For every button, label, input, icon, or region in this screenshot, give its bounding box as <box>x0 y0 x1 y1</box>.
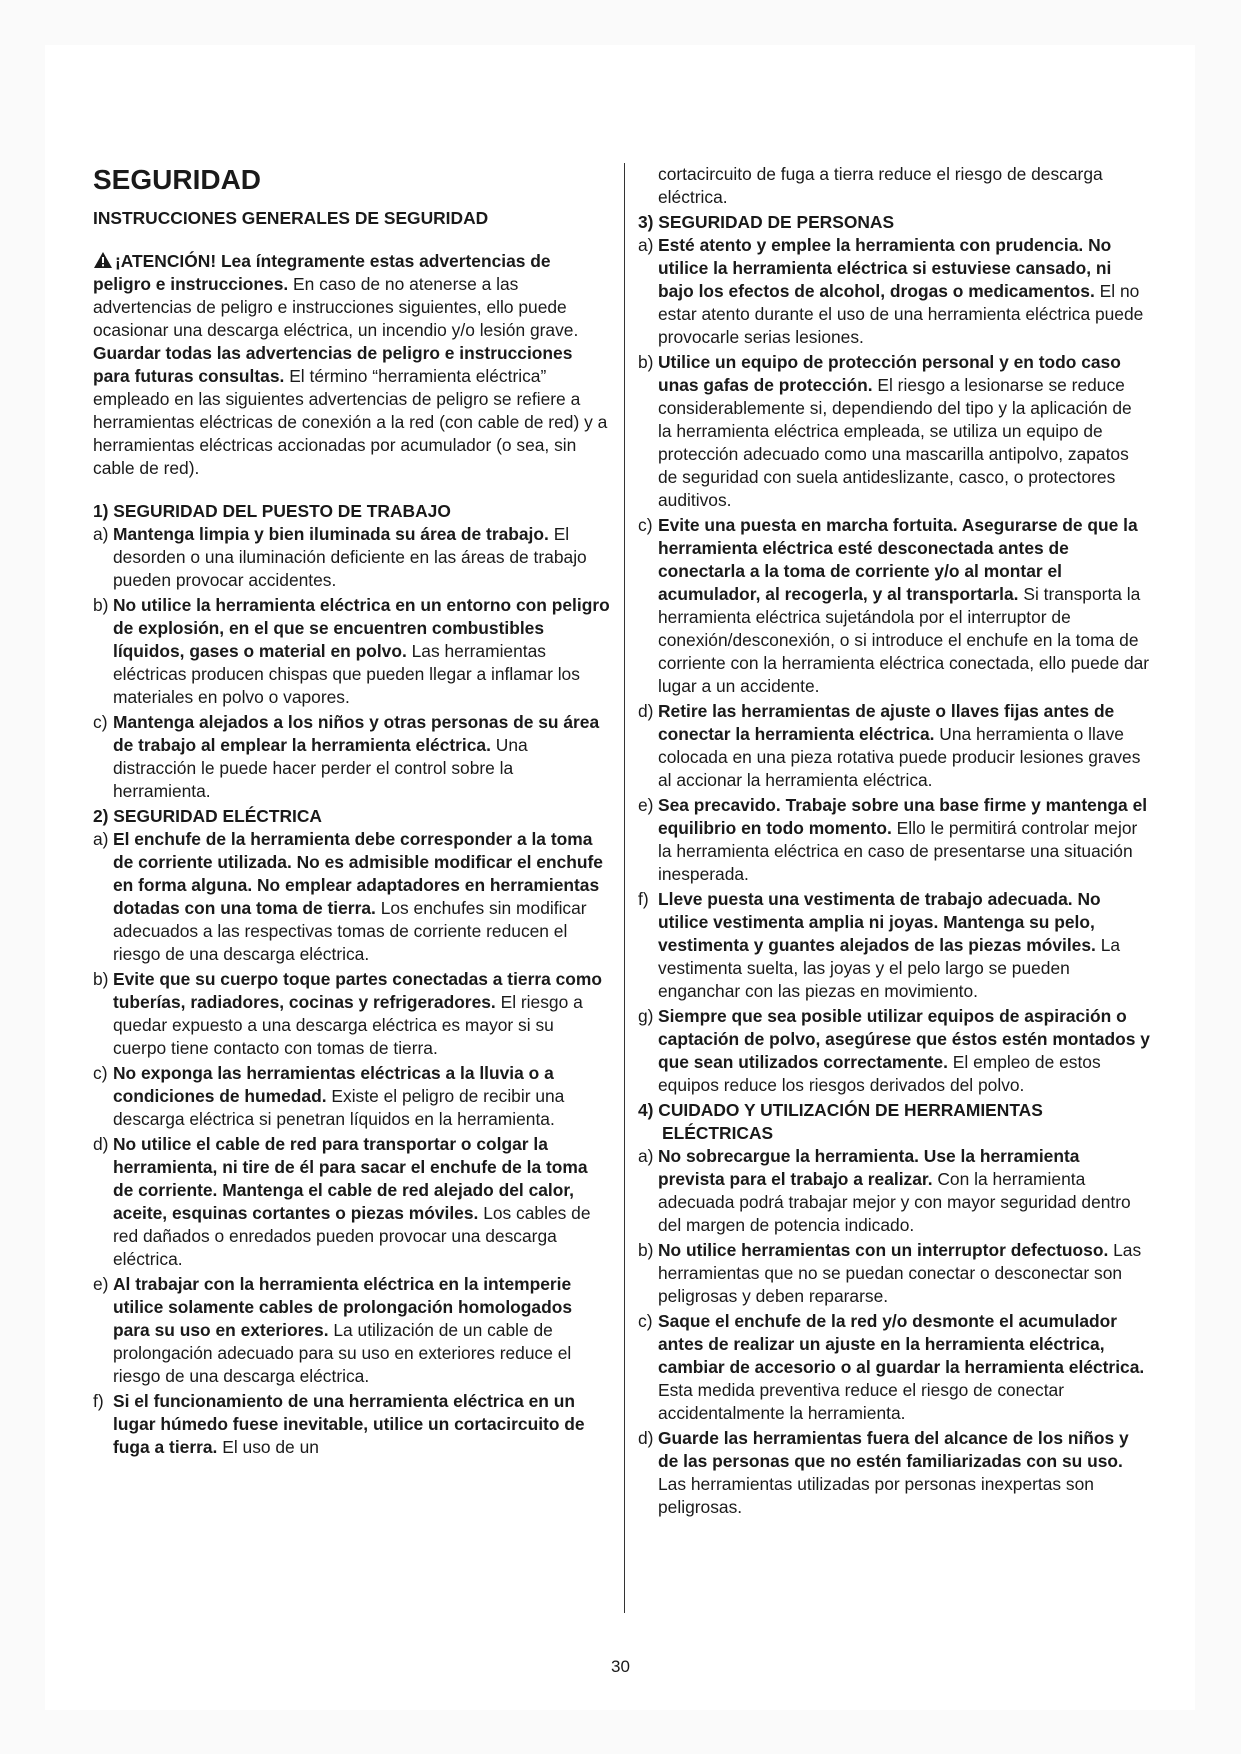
intro-paragraph <box>93 250 610 480</box>
item-bold: Mantenga alejados a los niños y otras personas de su área de trabajo al emplear la herramienta eléctrica. <box>113 712 600 755</box>
page-number: 30 <box>611 1657 630 1676</box>
item-letter: b) <box>93 595 109 615</box>
item-bold: No exponga las herramientas eléctricas a la lluvia o a condiciones de humedad. <box>113 1063 554 1106</box>
item-bold: Evite una puesta en marcha fortuita. Asegurarse de que la herramienta eléctrica esté desconectada antes de conectarla a la toma de corriente y/o al montar el acumulador, al recogerla, y al transportarla. <box>658 515 1138 604</box>
section-3-heading: 3) SEGURIDAD DE PERSONAS <box>638 212 895 232</box>
item-letter: c) <box>93 712 108 732</box>
item-text: Si transporta la herramienta eléctrica sujetándola por el interruptor de conexión/desconexión, o si introduce el enchufe en la toma de corriente con la herramienta eléctrica conectada, ello puede dar lugar a un accidente. <box>658 584 1150 696</box>
item-text: Los enchufes sin modificar adecuados a las respectivas tomas de corriente reducen el riesgo de una descarga eléctrica. <box>113 898 587 964</box>
item-bold: Saque el enchufe de la red y/o desmonte el acumulador antes de realizar un ajuste en la herramienta eléctrica, cambiar de accesorio o al guardar la herramienta eléctrica. <box>658 1311 1145 1377</box>
item-bold: Mantenga limpia y bien iluminada su área de trabajo. <box>113 524 549 544</box>
page-subtitle: INSTRUCCIONES GENERALES DE SEGURIDAD <box>93 208 489 228</box>
item-text: El uso de un <box>217 1437 319 1457</box>
item-letter: g) <box>638 1006 654 1026</box>
item-letter: b) <box>638 1240 654 1260</box>
item-bold: El enchufe de la herramienta debe corresponder a la toma de corriente utilizada. No es admisible modificar el enchufe en forma alguna. No emplear adaptadores en herramientas dotadas con una toma de tierra. <box>113 829 603 918</box>
item-text: cortacircuito de fuga a tierra reduce el riesgo de descarga eléctrica. <box>658 164 1103 207</box>
item-bold: Al trabajar con la herramienta eléctrica en la intemperie utilice solamente cables de prolongación homologados para su uso en exteriores. <box>113 1274 573 1340</box>
intro-text-1: En caso de no atenerse a las advertencias de peligro e instrucciones siguientes, ello puede ocasionar una descarga eléctrica, un incendio y/o lesión grave. <box>93 274 579 340</box>
list-item <box>93 594 610 709</box>
item-bold: Sea precavido. Trabaje sobre una base firme y mantenga el equilibrio en todo momento. <box>658 795 1148 838</box>
item-bold: Utilice un equipo de protección personal y en todo caso unas gafas de protección. <box>658 352 1121 395</box>
item-letter: d) <box>93 1134 109 1154</box>
list-item <box>93 1390 610 1459</box>
item-text: Con la herramienta adecuada podrá trabajar mejor y con mayor seguridad dentro del margen de potencia indicado. <box>658 1169 1131 1235</box>
item-bold: No sobrecargue la herramienta. Use la herramienta prevista para el trabajo a realizar. <box>658 1146 1080 1189</box>
list-item <box>638 1145 1150 1237</box>
item-letter: e) <box>638 795 654 815</box>
intro-text-2: El término “herramienta eléctrica” empleado en las siguientes advertencias de peligro se refiere a herramientas eléctricas de conexión a la red (con cable de red) y a herramientas eléctricas accionadas por acumulador (o sea, sin cable de red). <box>93 366 608 478</box>
list-item <box>638 1005 1150 1097</box>
item-text: El desorden o una iluminación deficiente en las áreas de trabajo pueden provocar accidentes. <box>113 524 587 590</box>
item-letter: d) <box>638 1428 654 1448</box>
section-1-heading: 1) SEGURIDAD DEL PUESTO DE TRABAJO <box>93 501 451 521</box>
list-item-continuation <box>638 163 1150 209</box>
item-letter: a) <box>638 235 654 255</box>
list-item <box>638 700 1150 792</box>
item-letter: c) <box>638 1311 653 1331</box>
list-item <box>638 234 1150 349</box>
item-text: Esta medida preventiva reduce el riesgo de conectar accidentalmente la herramienta. <box>658 1380 1065 1423</box>
item-letter: a) <box>638 1146 654 1166</box>
intro-bold-1: ¡ATENCIÓN! Lea íntegramente estas advertencias de peligro e instrucciones. <box>93 251 551 294</box>
list-item <box>638 1427 1150 1519</box>
section-2-heading: 2) SEGURIDAD ELÉCTRICA <box>93 806 322 826</box>
item-bold: Lleve puesta una vestimenta de trabajo adecuada. No utilice vestimenta amplia ni joyas. Mantenga su pelo, vestimenta y guantes alejados de las piezas móviles. <box>658 889 1101 955</box>
page-title: SEGURIDAD <box>93 164 262 195</box>
item-letter: e) <box>93 1274 109 1294</box>
item-letter: b) <box>638 352 654 372</box>
list-item <box>638 888 1150 1003</box>
list-item <box>638 1310 1150 1425</box>
item-text: El riesgo a quedar expuesto a una descarga eléctrica es mayor si su cuerpo tiene contacto con tomas de tierra. <box>113 992 583 1058</box>
list-item <box>93 968 610 1060</box>
item-bold: Guarde las herramientas fuera del alcance de los niños y de las personas que no estén familiarizadas con su uso. <box>658 1428 1129 1471</box>
item-letter: f) <box>93 1391 104 1411</box>
item-text: Las herramientas eléctricas producen chispas que pueden llegar a inflamar los materiales en polvo o vapores. <box>113 641 580 707</box>
left-column <box>93 163 610 1461</box>
item-letter: f) <box>638 889 649 909</box>
item-text: Una herramienta o llave colocada en una pieza rotativa puede producir lesiones graves al accionar la herramienta eléctrica. <box>658 724 1141 790</box>
list-item <box>638 794 1150 886</box>
item-letter: b) <box>93 969 109 989</box>
item-text: Una distracción le puede hacer perder el control sobre la herramienta. <box>113 735 528 801</box>
list-item <box>93 1133 610 1271</box>
item-text: El empleo de estos equipos reduce los riesgos derivados del polvo. <box>658 1052 1101 1095</box>
item-text: El riesgo a lesionarse se reduce considerablemente si, dependiendo del tipo y la aplicación de la herramienta eléctrica empleada, se utiliza un equipo de protección adecuado como una mascarilla antipolvo, zapatos de seguridad con suela antideslizante, casco, o protectores auditivos. <box>658 375 1132 510</box>
item-text: El no estar atento durante el uso de una herramienta eléctrica puede provocarle serias lesiones. <box>658 281 1144 347</box>
list-item <box>638 1239 1150 1308</box>
list-item <box>93 523 610 592</box>
section-4-heading: 4) CUIDADO Y UTILIZACIÓN DE HERRAMIENTAS ELÉCTRICAS <box>638 1100 1043 1143</box>
item-text: Ello le permitirá controlar mejor la herramienta eléctrica en caso de presentarse una situación inesperada. <box>658 818 1138 884</box>
item-text: Las herramientas que no se puedan conectar o desconectar son peligrosas y deben repararse. <box>658 1240 1142 1306</box>
item-bold: No utilice el cable de red para transportar o colgar la herramienta, ni tire de él para sacar el enchufe de la toma de corriente. Mantenga el cable de red alejado del calor, aceite, esquinas cortantes o piezas móviles. <box>113 1134 588 1223</box>
item-letter: c) <box>93 1063 108 1083</box>
warning-icon <box>93 251 113 269</box>
list-item <box>93 1062 610 1131</box>
item-bold: Esté atento y emplee la herramienta con prudencia. No utilice la herramienta eléctrica si estuviese cansado, ni bajo los efectos de alcohol, drogas o medicamentos. <box>658 235 1112 301</box>
item-letter: c) <box>638 515 653 535</box>
item-bold: Evite que su cuerpo toque partes conectadas a tierra como tuberías, radiadores, cocinas y refrigeradores. <box>113 969 603 1012</box>
item-bold: No utilice la herramienta eléctrica en un entorno con peligro de explosión, en el que se encuentren combustibles líquidos, gases o material en polvo. <box>113 595 610 661</box>
item-bold: No utilice herramientas con un interruptor defectuoso. <box>658 1240 1109 1260</box>
item-letter: a) <box>93 524 109 544</box>
item-text: La utilización de un cable de prolongación adecuado para su uso en exteriores reduce el riesgo de una descarga eléctrica. <box>113 1320 572 1386</box>
item-letter: a) <box>93 829 109 849</box>
list-item <box>638 514 1150 698</box>
item-bold: Siempre que sea posible utilizar equipos de aspiración o captación de polvo, asegúrese que éstos estén montados y que sean utilizados correctamente. <box>658 1006 1150 1072</box>
item-text: Los cables de red dañados o enredados pueden provocar una descarga eléctrica. <box>113 1203 591 1269</box>
list-item <box>93 711 610 803</box>
column-divider <box>624 163 625 1613</box>
list-item <box>93 828 610 966</box>
item-bold: Si el funcionamiento de una herramienta eléctrica en un lugar húmedo fuese inevitable, utilice un cortacircuito de fuga a tierra. <box>113 1391 585 1457</box>
item-text: Existe el peligro de recibir una descarga eléctrica si penetran líquidos en la herramienta. <box>113 1086 565 1129</box>
item-text: La vestimenta suelta, las joyas y el pelo largo se pueden enganchar con las piezas en movimiento. <box>658 935 1121 1001</box>
list-item <box>93 1273 610 1388</box>
right-column <box>638 163 1150 1521</box>
item-text: Las herramientas utilizadas por personas inexpertas son peligrosas. <box>658 1474 1094 1517</box>
list-item <box>638 351 1150 512</box>
item-letter: d) <box>638 701 654 721</box>
intro-bold-2: Guardar todas las advertencias de peligro e instrucciones para futuras consultas. <box>93 343 573 386</box>
item-bold: Retire las herramientas de ajuste o llaves fijas antes de conectar la herramienta eléctrica. <box>658 701 1115 744</box>
